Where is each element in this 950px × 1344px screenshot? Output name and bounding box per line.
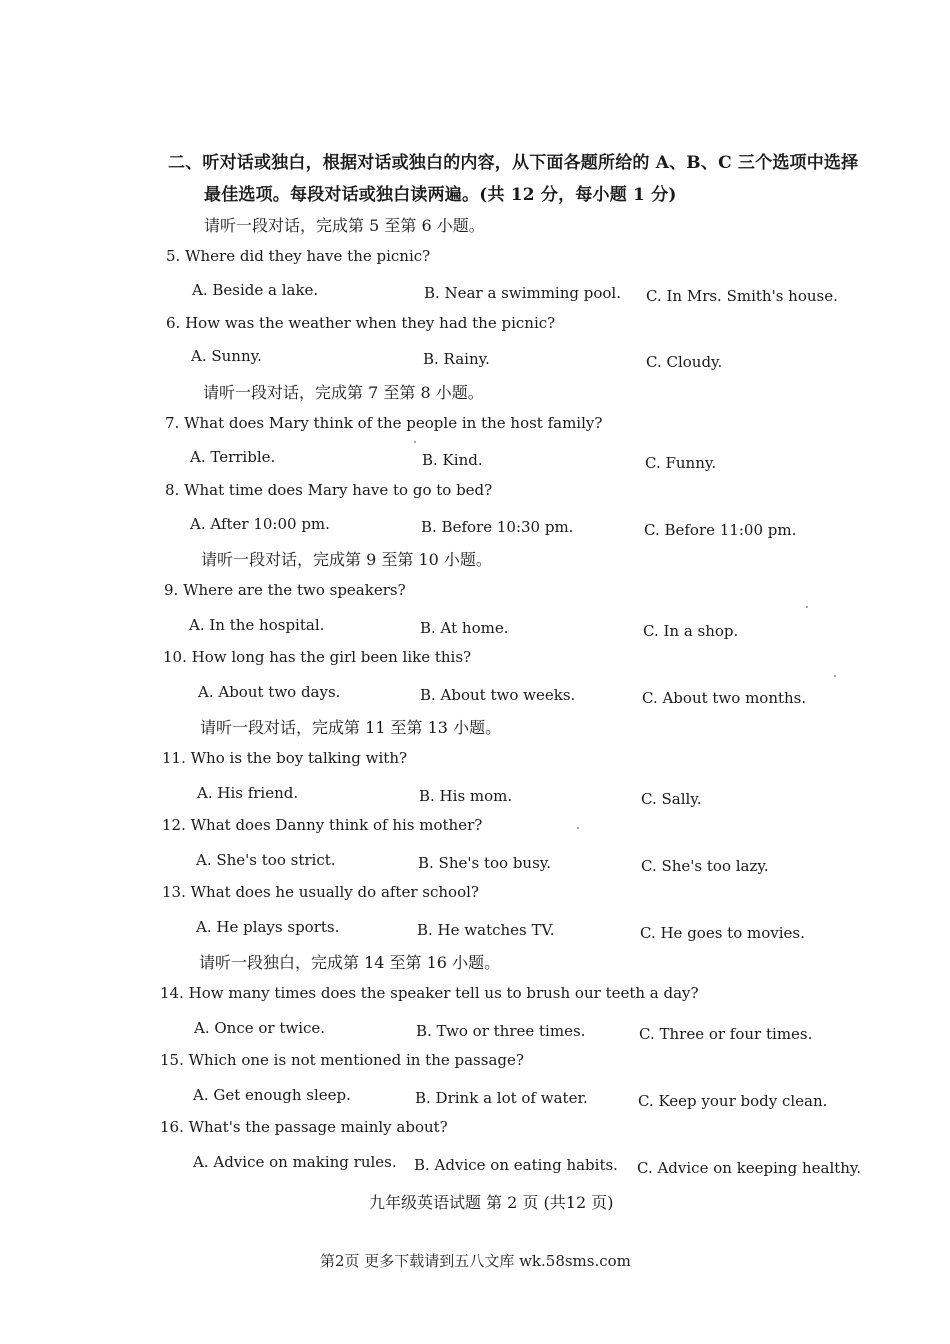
option-5b: B. Near a swimming pool.	[424, 284, 621, 302]
option-16a: A. Advice on making rules.	[193, 1153, 397, 1171]
option-8c: C. Before 11:00 pm.	[644, 521, 797, 539]
option-15a: A. Get enough sleep.	[193, 1086, 351, 1104]
instruction-2: 请听一段对话，完成第 7 至第 8 小题。	[203, 383, 484, 402]
instruction-3: 请听一段对话，完成第 9 至第 10 小题。	[201, 550, 492, 569]
question-16	[160, 1118, 448, 1136]
section-heading-line2: 最佳选项。每段对话或独白读两遍。(共 12 分，每小题 1 分)	[204, 185, 677, 205]
option-8b: B. Before 10:30 pm.	[421, 518, 574, 536]
option-6b: B. Rainy.	[423, 350, 490, 368]
option-7c: C. Funny.	[645, 454, 717, 472]
question-number: 13.	[162, 883, 186, 901]
question-7	[165, 414, 602, 432]
option-15c: C. Keep your body clean.	[638, 1092, 828, 1110]
section-heading-line1: 二、听对话或独白，根据对话或独白的内容，从下面各题所给的 A、B、C 三个选项中选择	[168, 153, 859, 173]
question-9	[164, 581, 406, 599]
question-text: What does Danny think of his mother?	[190, 816, 483, 834]
option-14a: A. Once or twice.	[194, 1019, 326, 1037]
option-5a: A. Beside a lake.	[192, 281, 319, 299]
option-7a: A. Terrible.	[190, 448, 276, 466]
question-number: 15.	[160, 1051, 184, 1069]
option-7b: B. Kind.	[422, 451, 483, 469]
scan-speck	[834, 675, 836, 677]
instruction-5: 请听一段独白，完成第 14 至第 16 小题。	[199, 953, 501, 972]
scan-speck	[806, 606, 808, 608]
question-text: What does he usually do after school?	[190, 883, 479, 901]
question-11	[162, 749, 407, 767]
question-6	[166, 314, 555, 332]
question-14	[160, 984, 699, 1002]
question-number: 10.	[163, 648, 187, 666]
question-number: 5.	[166, 247, 181, 265]
scan-speck	[577, 827, 579, 829]
question-10	[163, 648, 471, 666]
question-text: How many times does the speaker tell us to brush our teeth a day?	[188, 984, 699, 1002]
question-number: 12.	[162, 816, 186, 834]
question-number: 9.	[164, 581, 179, 599]
question-text: How was the weather when they had the picnic?	[185, 314, 556, 332]
option-12a: A. She's too strict.	[196, 851, 336, 869]
option-6c: C. Cloudy.	[646, 353, 723, 371]
option-14c: C. Three or four times.	[639, 1025, 813, 1043]
question-text: What time does Mary have to go to bed?	[184, 481, 493, 499]
option-11b: B. His mom.	[419, 787, 513, 805]
question-text: Which one is not mentioned in the passage?	[188, 1051, 524, 1069]
question-text: What's the passage mainly about?	[188, 1118, 448, 1136]
question-number: 8.	[165, 481, 180, 499]
instruction-1: 请听一段对话，完成第 5 至第 6 小题。	[204, 216, 485, 235]
option-5c: C. In Mrs. Smith's house.	[646, 287, 838, 305]
question-number: 11.	[162, 749, 186, 767]
option-15b: B. Drink a lot of water.	[415, 1089, 588, 1107]
option-13b: B. He watches TV.	[417, 921, 555, 939]
option-9b: B. At home.	[420, 619, 509, 637]
option-11a: A. His friend.	[197, 784, 299, 802]
option-14b: B. Two or three times.	[416, 1022, 586, 1040]
question-text: Where did they have the picnic?	[185, 247, 431, 265]
question-number: 6.	[166, 314, 181, 332]
scan-speck	[414, 441, 416, 443]
page-footer: 九年级英语试题 第 2 页 (共12 页)	[369, 1193, 614, 1212]
option-9c: C. In a shop.	[643, 622, 739, 640]
option-6a: A. Sunny.	[191, 347, 262, 365]
option-13c: C. He goes to movies.	[640, 924, 805, 942]
question-number: 16.	[160, 1118, 184, 1136]
option-16c: C. Advice on keeping healthy.	[637, 1159, 862, 1177]
option-10c: C. About two months.	[642, 689, 807, 707]
option-12c: C. She's too lazy.	[641, 857, 769, 875]
instruction-4: 请听一段对话，完成第 11 至第 13 小题。	[200, 718, 502, 737]
question-8	[165, 481, 492, 499]
option-16b: B. Advice on eating habits.	[414, 1156, 618, 1174]
question-number: 14.	[160, 984, 184, 1002]
question-15	[160, 1051, 524, 1069]
question-5	[166, 247, 430, 265]
question-text: What does Mary think of the people in the host family?	[184, 414, 603, 432]
question-text: Where are the two speakers?	[183, 581, 406, 599]
option-8a: A. After 10:00 pm.	[190, 515, 330, 533]
question-text: How long has the girl been like this?	[191, 648, 472, 666]
question-12	[162, 816, 482, 834]
question-text: Who is the boy talking with?	[190, 749, 408, 767]
option-13a: A. He plays sports.	[196, 918, 340, 936]
download-note: 第2页 更多下载请到五八文库 wk.58sms.com	[320, 1252, 631, 1270]
question-number: 7.	[165, 414, 180, 432]
question-13	[162, 883, 479, 901]
option-11c: C. Sally.	[641, 790, 702, 808]
option-10b: B. About two weeks.	[420, 686, 576, 704]
option-9a: A. In the hospital.	[189, 616, 325, 634]
option-12b: B. She's too busy.	[418, 854, 552, 872]
option-10a: A. About two days.	[198, 683, 341, 701]
